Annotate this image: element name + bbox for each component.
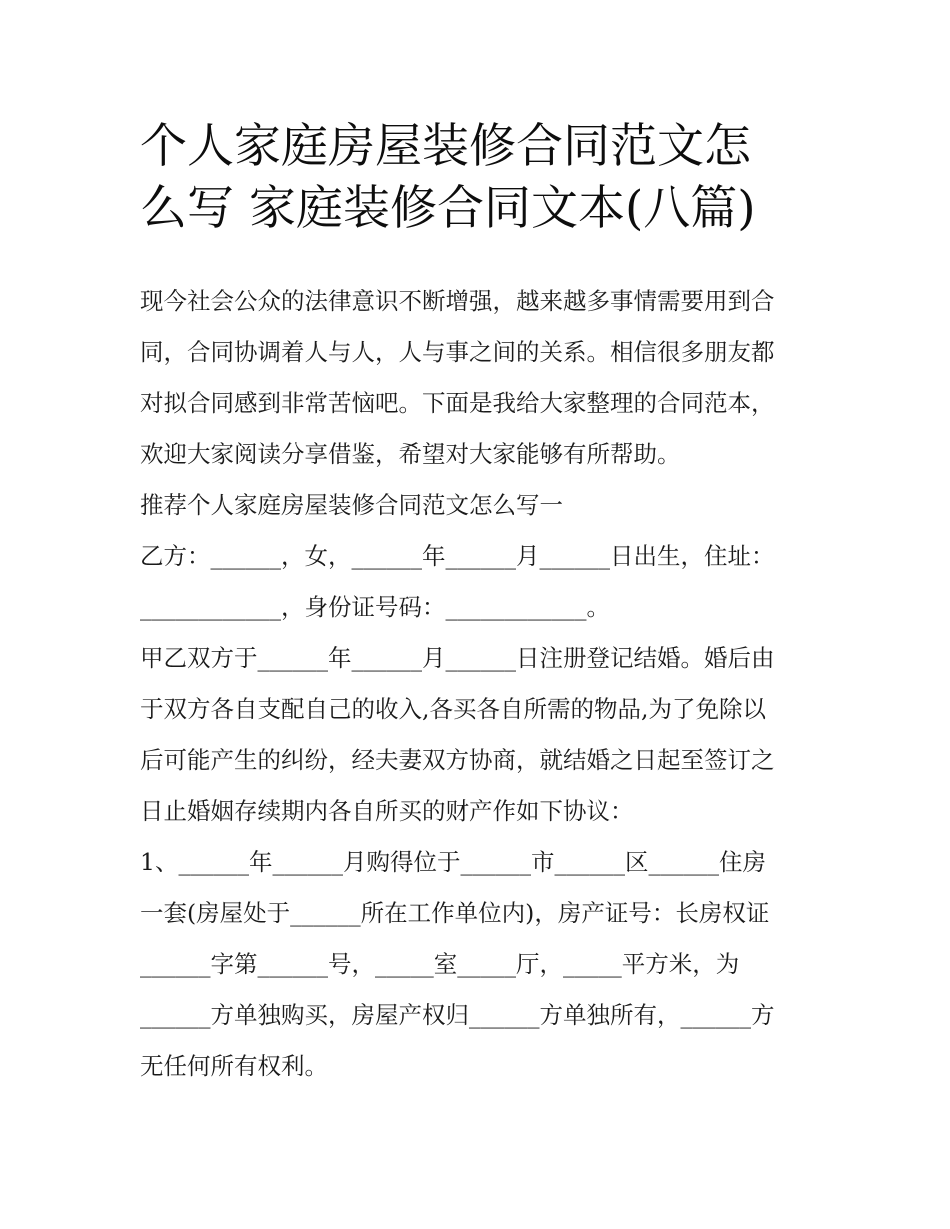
clause-1-line-1: 1、______年______月购得位于______市______区______住房 <box>140 848 766 876</box>
agreement-line-1: 甲乙双方于______年______月______日注册登记结婚。婚后由 <box>140 644 775 672</box>
document-title <box>140 116 820 240</box>
section-heading: 推荐个人家庭房屋装修合同范文怎么写一 <box>140 491 563 519</box>
title-line-2: 么写 家庭装修合同文本(八篇) <box>140 181 756 236</box>
agreement-line-4: 日止婚姻存续期内各自所买的财产作如下协议： <box>140 797 634 825</box>
intro-line-2: 同，合同协调着人与人，人与事之间的关系。相信很多朋友都 <box>140 338 775 366</box>
intro-line-1: 现今社会公众的法律意识不断增强，越来越多事情需要用到合 <box>140 287 775 315</box>
intro-line-4: 欢迎大家阅读分享借鉴，希望对大家能够有所帮助。 <box>140 440 681 468</box>
agreement-line-3: 后可能产生的纠纷，经夫妻双方协商，就结婚之日起至签订之 <box>140 746 775 774</box>
clause-1-line-2: 一套(房屋处于______所在工作单位内)，房产证号：长房权证 <box>140 899 770 927</box>
party-b-line-2: ____________，身份证号码：____________。 <box>140 593 610 621</box>
agreement-line-2: 于双方各自支配自己的收入,各买各自所需的物品,为了免除以 <box>140 695 766 723</box>
clause-1-line-3: ______字第______号，_____室_____厅，_____平方米，为 <box>140 950 740 978</box>
title-line-1: 个人家庭房屋装修合同范文怎 <box>140 119 751 174</box>
clause-1-line-5: 无任何所有权利。 <box>140 1052 328 1080</box>
clause-1-line-4: ______方单独购买，房屋产权归______方单独所有，______方 <box>140 1001 775 1029</box>
party-b-line-1: 乙方：______，女，______年______月______日出生，住址： <box>140 542 775 570</box>
intro-line-3: 对拟合同感到非常苦恼吧。下面是我给大家整理的合同范本， <box>140 389 775 417</box>
document-body <box>140 276 820 1092</box>
